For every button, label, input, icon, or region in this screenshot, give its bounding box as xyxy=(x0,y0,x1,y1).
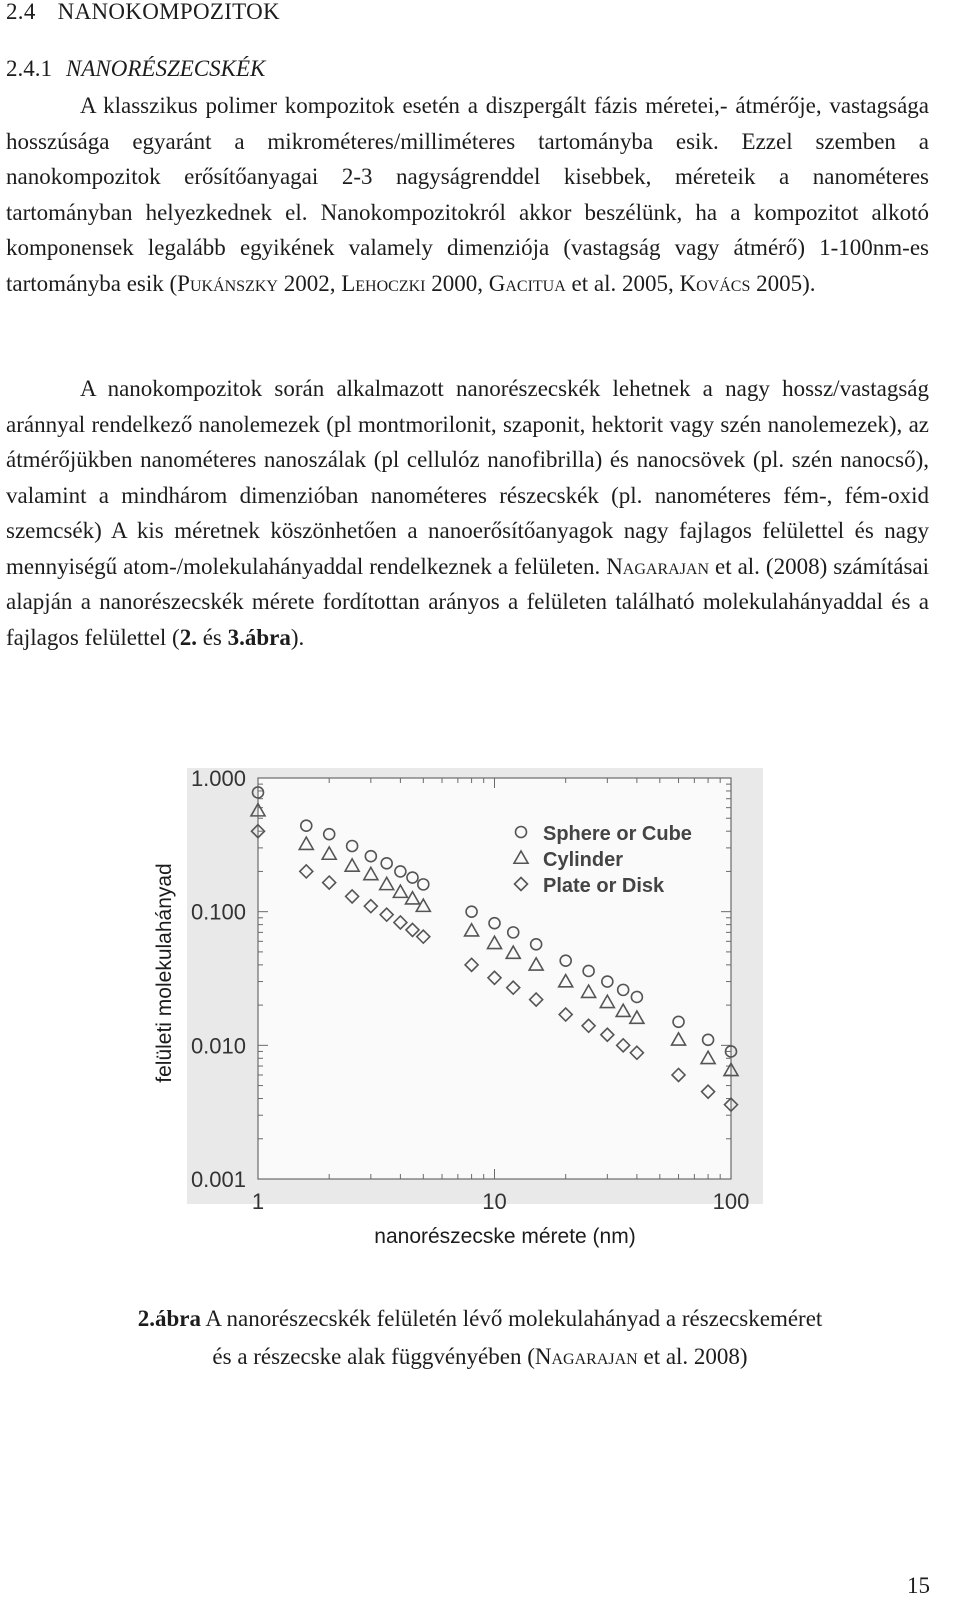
citation-year: 2005). xyxy=(750,270,816,296)
paragraph-2-text-d: ). xyxy=(290,624,305,650)
x-tick-label: 100 xyxy=(712,1189,750,1214)
chart-svg xyxy=(143,768,765,1258)
paragraph-2-text-b: et al. (2008) számításai alapján a nanorészecskék mérete fordítottan arányos a felületen található molekulahányaddal és a fajlagos felülettel ( xyxy=(6,553,930,650)
legend-label: Sphere or Cube xyxy=(543,823,692,845)
section-heading xyxy=(6,0,280,26)
section-title: NANOKOMPOZITOK xyxy=(57,0,280,24)
citation-nagarajan: Nagarajan xyxy=(606,553,710,579)
caption-text-c: et al. 2008) xyxy=(637,1344,748,1369)
citation-year: 2000, xyxy=(425,270,489,296)
figure-ref-2: 2. xyxy=(179,624,197,650)
figure-chart xyxy=(143,768,765,1258)
citation-year: et al. 2005, xyxy=(565,270,680,296)
x-tick-label: 10 xyxy=(482,1189,507,1214)
paragraph-1-text: A klasszikus polimer kompozitok esetén a diszpergált fázis méretei,- átmérője, vastagsága hosszúsága egyaránt a mikrométeres/milliméteres tartományba esik. Ezzel szemben a nanokompozitok erősítőanyagai 2-3 nagyságrenddel kisebbek, méreteik a nanométeres tartományban helyezkednek el. Nanokompozitokról akkor beszélünk, ha a kompozitot alkotó komponensek legalább egyikének valamely dimenziója (vastagság vagy átmérő) 1-100nm-es tartományba esik ( xyxy=(6,93,929,296)
section-number: 2.4 xyxy=(6,0,36,24)
y-tick-label: 0.001 xyxy=(190,1167,246,1192)
citation-gacitua: Gacitua xyxy=(488,270,566,296)
figure-caption xyxy=(0,1300,960,1376)
x-tick-label: 1 xyxy=(251,1189,265,1214)
citation-year: 2002, xyxy=(277,270,342,296)
caption-citation: Nagarajan xyxy=(534,1344,638,1369)
subsection-number: 2.4.1 xyxy=(6,56,52,81)
figure-ref-3: 3.ábra xyxy=(227,624,291,650)
citation-pukanszky: Pukánszky xyxy=(177,270,278,296)
y-tick-label: 0.010 xyxy=(190,1033,246,1059)
y-tick-label: 1.000 xyxy=(190,768,246,791)
y-axis-label: felületi molekulahányad xyxy=(153,863,176,1083)
caption-text-a: A nanorészecskék felületén lévő molekulahányad a részecskeméret xyxy=(200,1306,823,1331)
caption-label: 2.ábra xyxy=(137,1306,201,1331)
citation-kovacs: Kovács xyxy=(679,270,751,296)
page-number: 15 xyxy=(907,1573,930,1598)
subsection-heading xyxy=(6,55,265,83)
legend-label: Cylinder xyxy=(543,849,624,871)
subsection-title: NANORÉSZECSKÉK xyxy=(66,56,266,81)
y-tick-label: 0.100 xyxy=(190,899,246,925)
paragraph-2-text-c: és xyxy=(196,624,228,650)
citation-lehoczki: Lehoczki xyxy=(341,270,426,296)
paragraph-2 xyxy=(6,371,929,655)
caption-text-b: és a részecske alak függvényében ( xyxy=(212,1344,535,1369)
paragraph-1 xyxy=(6,88,929,301)
legend-label: Plate or Disk xyxy=(543,875,665,897)
paragraph-2-text: A nanokompozitok során alkalmazott nanorészecskék lehetnek a nagy hossz/vastagság aránnyal rendelkező nanolemezek (pl montmorilonit, szaponit, hektorit vagy szén nanolemezek), az átmérőjükben nanométeres nanoszálak (pl cellulóz nanofibrilla) és nanocsövek (pl. szén nanocső), valamint a mindhárom dimenzióban nanométeres részecskék (pl. nanométeres fém-, fém-oxid szemcsék) A kis méretnek köszönhetően a nanoerősítőanyagok nagy fajlagos felülettel és nagy mennyiségű atom-/molekulahányaddal rendelkeznek a felületen. xyxy=(6,376,929,579)
x-axis-label: nanorészecske mérete (nm) xyxy=(374,1225,636,1248)
